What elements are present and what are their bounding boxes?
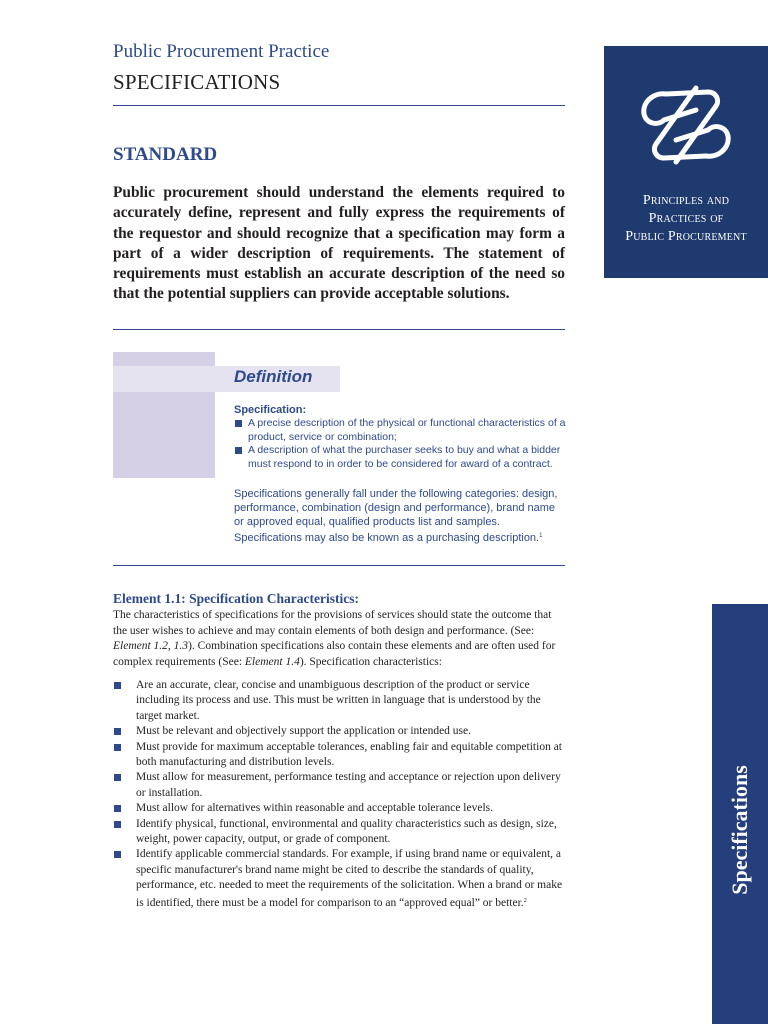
element-reference: Element 1.4 (244, 655, 300, 668)
characteristic-item: Are an accurate, clear, concise and unambiguous description of the product or service including its process and use. This must be written in language that is understood by the target market. (113, 678, 568, 724)
definition-list (234, 417, 566, 471)
characteristic-item-text: Identify applicable commercial standards. For example, if using brand name or equivalent, a specific manufacturer's brand name might be cited to describe the standards of quality, performance, etc. needed to meet the requirements of the solicitation. When a brand or make is identified, there must be a model for comparison to an “approved equal” or better. (136, 848, 563, 909)
header-divider (113, 105, 565, 106)
standard-text: Public procurement should understand the elements required to accurately define, represent and fully express the requirements of the requestor and should recognize that a specification may form a part of a wider description of requirements. The statement of requirements must establish an accurate description of the need so that the potential suppliers can provide acceptable solutions. (113, 184, 565, 303)
characteristic-item: Must be relevant and objectively support the application or intended use. (113, 724, 568, 739)
element-reference: Element 1.2, 1.3 (113, 640, 189, 653)
definition-paragraph (234, 487, 566, 545)
series-title (604, 192, 768, 246)
characteristic-item (113, 847, 568, 911)
definition-item: A precise description of the physical or functional characteristics of a product, service or combination; (234, 417, 566, 444)
element-intro (113, 608, 568, 670)
element-heading: Element 1.1: Specification Characteristics: (113, 591, 359, 606)
standard-divider (113, 329, 565, 330)
series-title-line: Public Procurement (625, 229, 747, 244)
element-intro-text: ). Specification characteristics: (299, 655, 442, 668)
characteristic-item: Must allow for measurement, performance testing and acceptance or rejection upon delivery or installation. (113, 770, 568, 801)
series-title-line: Practices of (648, 211, 724, 226)
definition-body (234, 404, 566, 545)
section-tab-label: Specifications (727, 765, 752, 895)
characteristics-list (113, 678, 568, 911)
footnote-marker: 2 (523, 897, 527, 904)
footnote-marker: 1 (539, 533, 543, 539)
series-badge (604, 46, 768, 278)
characteristic-item: Identify physical, functional, environmental and quality characteristics such as design, size, weight, power capacity, output, or grade of component. (113, 817, 568, 848)
definition-paragraph-text: Specifications generally fall under the following categories: design, performance, combination (design and performance), brand name or approved equal, qualified products list and samples. Specifications may also be known as a purchasing description. (234, 488, 558, 544)
definition-title: Definition (234, 367, 313, 386)
characteristic-item: Must provide for maximum acceptable tolerances, enabling fair and equitable competition at both manufacturing and distribution levels. (113, 740, 568, 771)
characteristic-item: Must allow for alternatives within reasonable and acceptable tolerance levels. (113, 801, 568, 816)
definition-term: Specification: (234, 404, 307, 416)
element-intro-text: The characteristics of specifications for the provisions of services should state the outcome that the user wishes to achieve and may contain elements of both design and performance. (See: (113, 609, 552, 637)
standard-heading: STANDARD (113, 144, 218, 165)
definition-item: A description of what the purchaser seeks to buy and what a bidder must respond to in order to be considered for award of a contract. (234, 444, 566, 471)
section-tab (712, 604, 768, 1024)
series-title-line: Principles and (642, 193, 730, 208)
element-intro-text: ). Combination specifications also contain these elements and are often used for complex requirements (See: (113, 640, 556, 668)
definition-divider (113, 565, 565, 566)
running-header: Public Procurement Practice (113, 41, 330, 62)
page-title: SPECIFICATIONS (113, 70, 281, 94)
scroll-icon (604, 76, 768, 196)
